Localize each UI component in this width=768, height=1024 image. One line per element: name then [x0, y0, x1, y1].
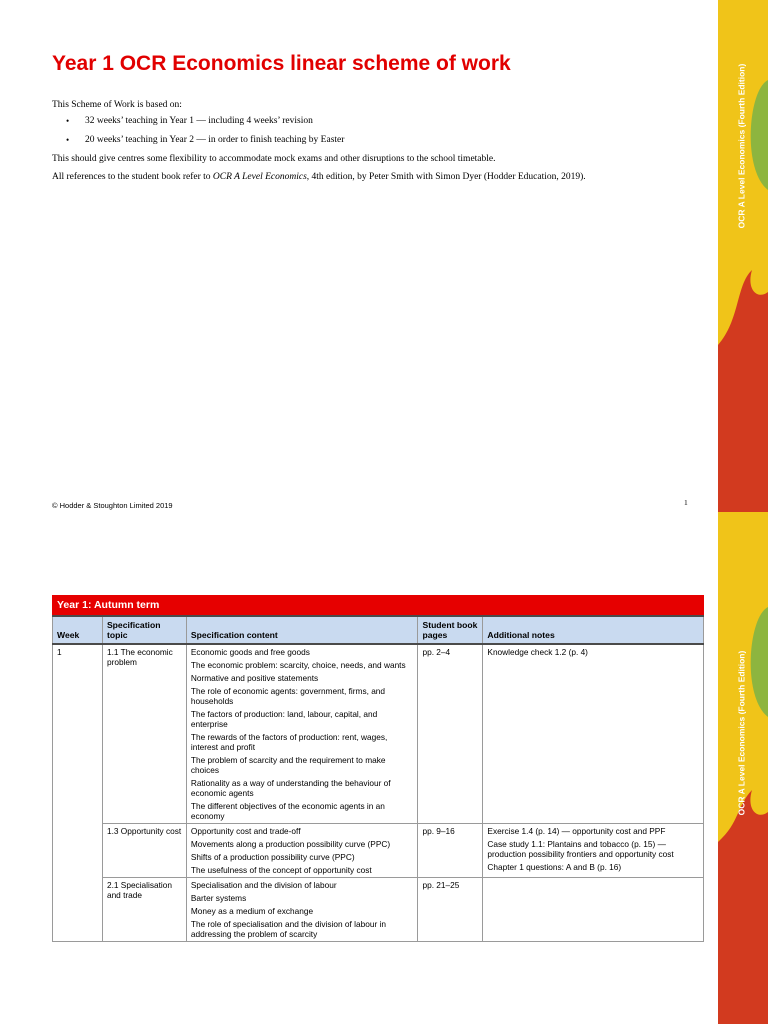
- bullet-item: • 20 weeks’ teaching in Year 2 — in order to finish teaching by Easter: [66, 134, 344, 146]
- side-band-label: OCR A Level Economics (Fourth Edition): [736, 650, 746, 816]
- side-band: [718, 512, 768, 1024]
- scheme-table: [52, 615, 704, 942]
- topic-cell: 1.1 The economic problem: [102, 644, 186, 824]
- content-cell: Opportunity cost and trade-off Movements along a production possibility curve (PPC) Shifts of a production possibility curve (PPC) The usefulness of the concept of opportunity cost: [186, 824, 418, 878]
- pages-cell: pp. 2–4: [418, 644, 483, 824]
- topic-cell: 1.3 Opportunity cost: [102, 824, 186, 878]
- table-row: [53, 824, 704, 878]
- intro-text: This Scheme of Work is based on:: [52, 100, 182, 110]
- pages-cell: pp. 9–16: [418, 824, 483, 878]
- notes-cell: Exercise 1.4 (p. 14) — opportunity cost and PPF Case study 1.1: Plantains and tobacco (p. 15) — production possibility frontiers and opportunity cost Chapter 1 questions: A and B (p. 16): [483, 824, 704, 878]
- notes-cell: [483, 878, 704, 942]
- week-cell: 1: [53, 644, 103, 942]
- bullet-list: [66, 115, 344, 153]
- topic-cell: 2.1 Specialisation and trade: [102, 878, 186, 942]
- page-title: Year 1 OCR Economics linear scheme of work: [52, 52, 511, 75]
- copyright-footer: © Hodder & Stoughton Limited 2019: [52, 501, 173, 510]
- page-number: 1: [684, 498, 688, 507]
- col-week: Week: [53, 616, 103, 644]
- notes-cell: Knowledge check 1.2 (p. 4): [483, 644, 704, 824]
- flexibility-text: This should give centres some flexibility to accommodate mock exams and other disruptions to the school timetable.: [52, 154, 496, 164]
- bullet-item: • 32 weeks’ teaching in Year 1 — including 4 weeks’ revision: [66, 115, 344, 127]
- col-notes: Additional notes: [483, 616, 704, 644]
- term-header: Year 1: Autumn term: [52, 595, 704, 615]
- col-pages: Student book pages: [418, 616, 483, 644]
- book-title: OCR A Level Economics: [212, 172, 307, 182]
- side-band-label: OCR A Level Economics (Fourth Edition): [736, 63, 746, 229]
- table-row: [53, 878, 704, 942]
- pages-cell: pp. 21–25: [418, 878, 483, 942]
- content-cell: Economic goods and free goods The economic problem: scarcity, choice, needs, and wants Normative and positive statements The role of economic agents: government, firms, and households The factors of production: land, labour, capital, and enterprise The rewards of the factors of production: rent, wages, interest and profit The problem of scarcity and the requirement to make choices Rationality as a way of understanding the behaviour of economic agents The different objectives of the economic agents in an economy: [186, 644, 418, 824]
- side-band: [718, 0, 768, 512]
- content-cell: Specialisation and the division of labour Barter systems Money as a medium of exchange The role of specialisation and the division of labour in addressing the problem of scarcity: [186, 878, 418, 942]
- reference-text: All references to the student book refer to OCR A Level Economics, 4th edition, by Peter Smith with Simon Dyer (Hodder Education, 2019).: [52, 172, 586, 182]
- table-header-row: [53, 616, 704, 644]
- col-content: Specification content: [186, 616, 418, 644]
- page-2: [0, 512, 768, 1024]
- col-topic: Specification topic: [102, 616, 186, 644]
- table-row: [53, 644, 704, 824]
